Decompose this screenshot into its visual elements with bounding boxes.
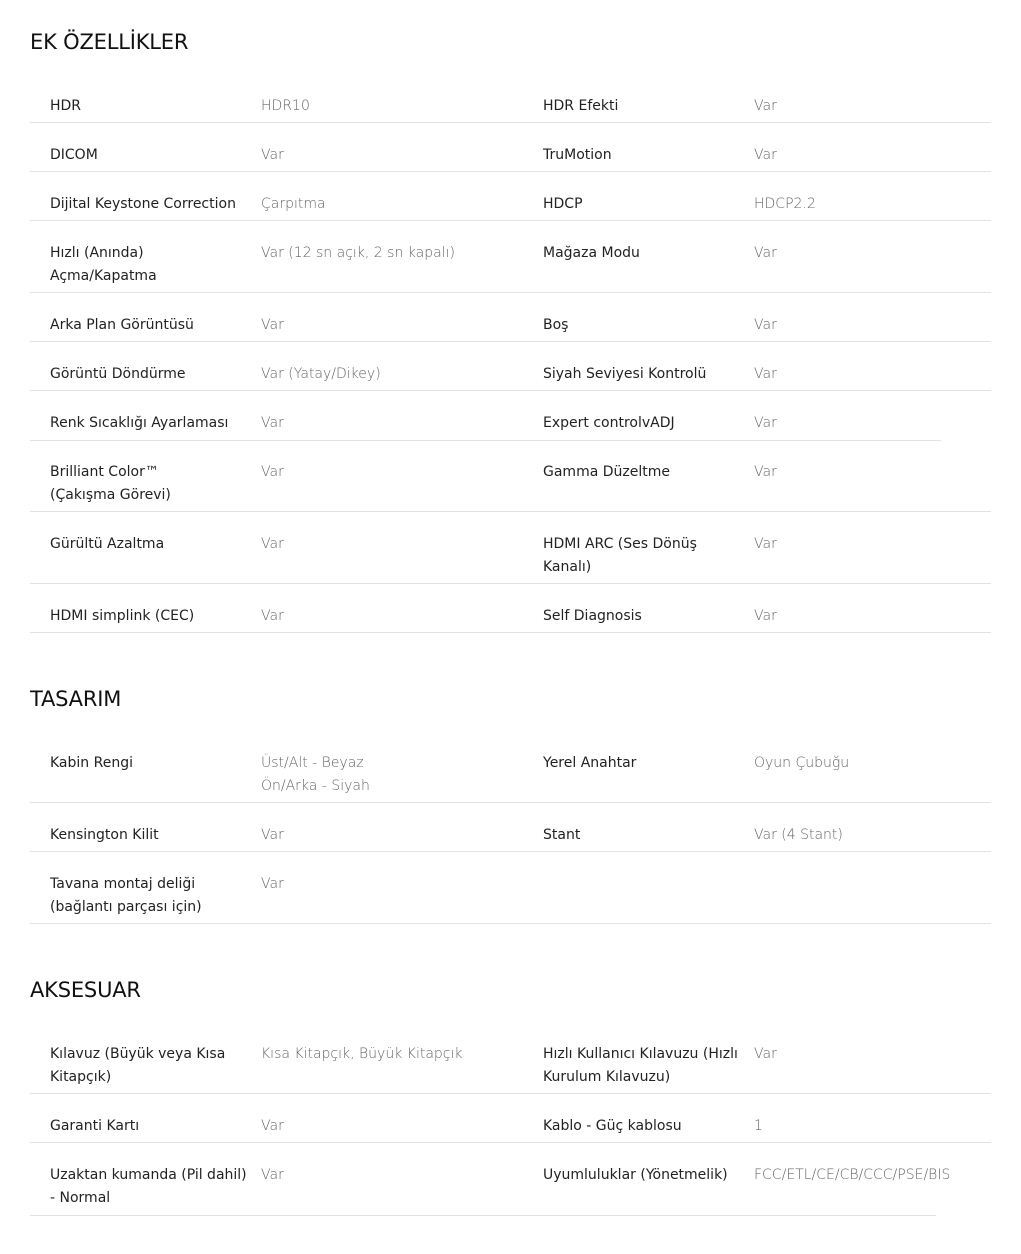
spec-row [30, 731, 991, 803]
spec-label: Stant [543, 827, 581, 843]
spec-label: Garanti Kartı [50, 1118, 140, 1134]
spec-row [30, 342, 991, 391]
spec-label: HDMI ARC (Ses Dönüş Kanalı) [543, 536, 697, 575]
spec-label: Gamma Düzeltme [543, 464, 670, 480]
section-title: TASARIM [30, 687, 122, 711]
spec-table [30, 731, 991, 924]
spec-value: Var [754, 608, 777, 624]
spec-label: Dijital Keystone Correction [50, 196, 236, 212]
spec-label: HDR [50, 98, 82, 114]
spec-value: Var (Yatay/Dikey) [261, 366, 381, 382]
spec-label: Tavana montaj deliği (bağlantı parçası için) [50, 876, 202, 915]
spec-row [30, 172, 991, 221]
spec-label: Renk Sıcaklığı Ayarlaması [50, 415, 229, 431]
spec-value: Var [754, 317, 777, 333]
spec-table [30, 1022, 991, 1215]
spec-value: Var (4 Stant) [754, 827, 843, 843]
spec-label: Uzaktan kumanda (Pil dahil) - Normal [50, 1167, 247, 1206]
spec-value: HDR10 [261, 98, 310, 114]
spec-label: HDMI simplink (CEC) [50, 608, 195, 624]
spec-row [30, 74, 991, 123]
spec-value: Var [261, 464, 284, 480]
spec-value: Var [261, 608, 284, 624]
spec-value: Çarpıtma [261, 196, 326, 212]
spec-value: Üst/Alt - Beyaz Ön/Arka - Siyah [261, 755, 370, 794]
spec-row [30, 293, 991, 342]
spec-value: Var [754, 415, 777, 431]
spec-row [30, 440, 991, 512]
spec-value: Var [754, 98, 777, 114]
spec-label: Hızlı Kullanıcı Kılavuzu (Hızlı Kurulum Kılavuzu) [543, 1046, 738, 1085]
spec-value: Var [754, 536, 777, 552]
spec-value: 1 [754, 1118, 763, 1134]
spec-label: Arka Plan Görüntüsü [50, 317, 194, 333]
spec-row [30, 1094, 991, 1143]
spec-label: Uyumluluklar (Yönetmelik) [543, 1167, 728, 1183]
spec-value: Var [754, 245, 777, 261]
spec-table [30, 74, 991, 633]
spec-label: Siyah Seviyesi Kontrolü [543, 366, 707, 382]
spec-value: Var [261, 536, 284, 552]
spec-label: Gürültü Azaltma [50, 536, 165, 552]
spec-row [30, 512, 991, 584]
spec-value: FCC/ETL/CE/CB/CCC/PSE/BIS [754, 1167, 951, 1183]
spec-value: Var [754, 366, 777, 382]
spec-row [30, 803, 991, 852]
spec-label: HDR Efekti [543, 98, 619, 114]
spec-row [30, 123, 991, 172]
spec-value: Var [261, 317, 284, 333]
spec-label: Kablo - Güç kablosu [543, 1118, 682, 1134]
spec-value: Var [261, 827, 284, 843]
spec-label: Boş [543, 317, 569, 333]
spec-label: HDCP [543, 196, 583, 212]
spec-value: Var (12 sn açık, 2 sn kapalı) [261, 245, 455, 261]
spec-value: Var [261, 147, 284, 163]
spec-value: Var [261, 415, 284, 431]
spec-value: HDCP2.2 [754, 196, 816, 212]
spec-label: Expert controlvADJ [543, 415, 675, 431]
spec-value: Var [261, 876, 284, 892]
spec-label: DICOM [50, 147, 98, 163]
section-title: EK ÖZELLİKLER [30, 30, 189, 54]
spec-label: Kılavuz (Büyük veya Kısa Kitapçık) [50, 1046, 226, 1085]
spec-label: Görüntü Döndürme [50, 366, 186, 382]
spec-value: Var [754, 1046, 777, 1062]
spec-label: Brilliant Color™ (Çakışma Görevi) [50, 464, 171, 503]
spec-row [30, 584, 991, 633]
spec-row [30, 221, 991, 293]
spec-label: Yerel Anahtar [543, 755, 637, 771]
spec-row [30, 1022, 991, 1094]
spec-value: Var [261, 1118, 284, 1134]
spec-label: Kabin Rengi [50, 755, 133, 771]
spec-label: TruMotion [543, 147, 612, 163]
spec-value: Var [261, 1167, 284, 1183]
spec-value: Var [754, 147, 777, 163]
spec-value: Oyun Çubuğu [754, 755, 850, 771]
section-title: AKSESUAR [30, 978, 141, 1002]
spec-label: Kensington Kilit [50, 827, 159, 843]
spec-label: Hızlı (Anında) Açma/Kapatma [50, 245, 157, 284]
spec-row [30, 852, 991, 924]
spec-label: Self Diagnosis [543, 608, 642, 624]
spec-value: Kısa Kitapçık, Büyük Kitapçık [261, 1046, 463, 1062]
spec-value: Var [754, 464, 777, 480]
spec-label: Mağaza Modu [543, 245, 640, 261]
spec-row [30, 1143, 991, 1215]
spec-row [30, 391, 991, 440]
